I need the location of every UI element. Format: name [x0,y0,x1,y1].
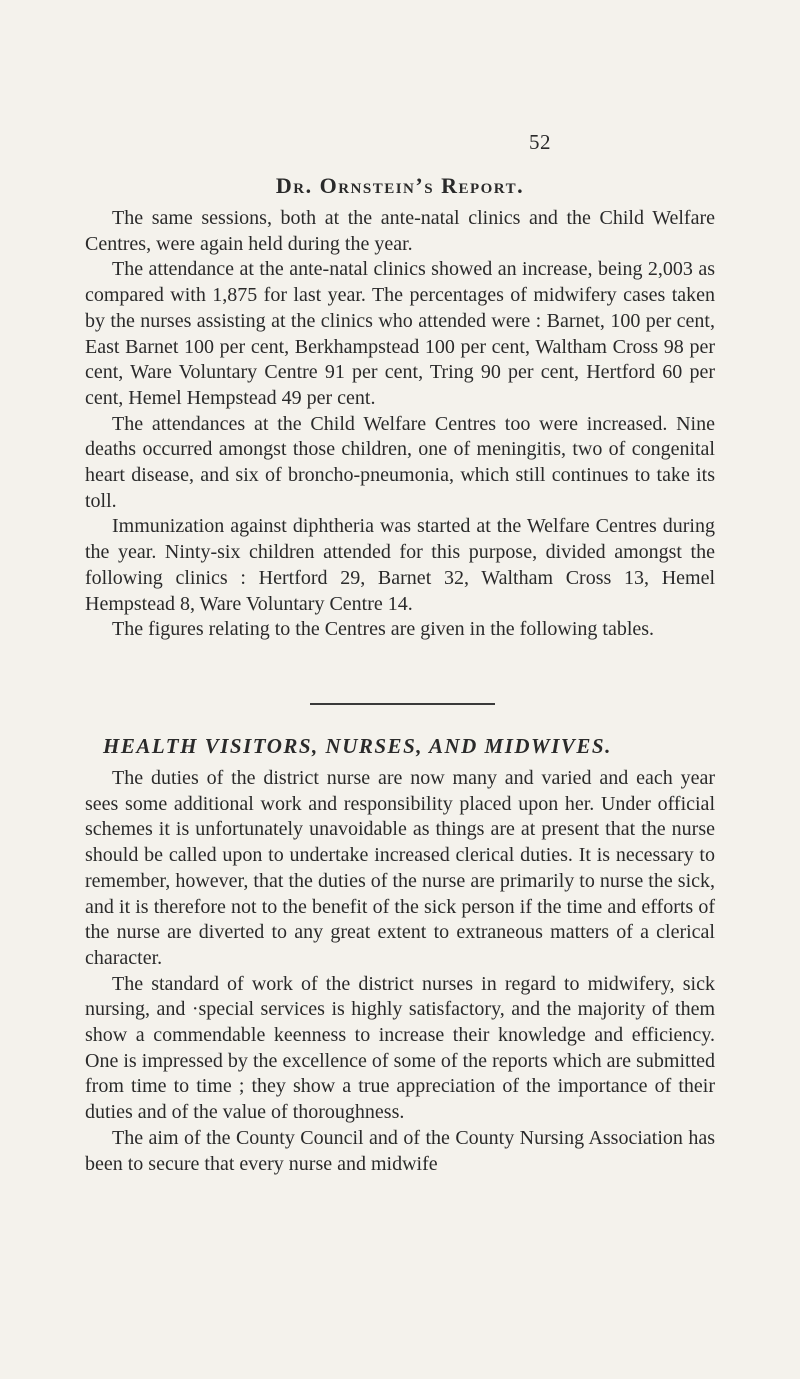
page-number: 52 [529,130,551,154]
paragraph: Immunization against diphtheria was started at the Welfare Centres during the year. Ninty-six children attended for this purpose, divided amongst the following clinics : Hertford 29, Barnet 32, Waltham Cross 13, Hemel Hempstead 8, Ware Voluntary Centre 14. [85,515,715,615]
paragraph: The aim of the County Council and of the County Nursing Association has been to secure that every nurse and midwife [85,1126,715,1175]
paragraph: The attendances at the Child Welfare Centres too were increased. Nine deaths occurred amongst those children, one of meningitis, two of congenital heart disease, and six of broncho-pneumonia, which still continues to take its toll. [85,412,715,512]
paragraph: The attendance at the ante-natal clinics showed an increase, being 2,003 as compared with 1,875 for last year. The percentages of midwifery cases taken by the nurses assisting at the clinics who attended were : Barnet, 100 per cent, East Barnet 100 per cent, Berkhampstead 100 per cent, Waltham Cross 98 per cent, Ware Voluntary Centre 91 per cent, Tring 90 per cent, Hertford 60 per cent, Hemel Hempstead 49 per cent. [85,258,715,409]
health-visitors-section [85,732,715,1177]
paragraph: The duties of the district nurse are now many and varied and each year sees some additional work and responsibility placed upon her. Under official schemes it is unfortunately unavoidable as things are at present that the nurse should be called upon to undertake increased clerical duties. It is necessary to remember, however, that the duties of the nurse are primarily to nurse the sick, and it is therefore not to the benefit of the sick person if the time and efforts of the nurse are diverted to any great extent to extraneous matters of a clerical character. [85,767,715,969]
section-heading: HEALTH VISITORS, NURSES, AND MIDWIVES. [103,734,612,758]
report-section [85,172,715,643]
paragraph: The same sessions, both at the ante-natal clinics and the Child Welfare Centres, were again held during the year. [85,207,715,255]
paragraph: The figures relating to the Centres are given in the following tables. [112,618,655,641]
paragraph: The standard of work of the district nurses in regard to midwifery, sick nursing, and ·special services is highly satisfactory, and the majority of them show a commendable keenness to increase their knowledge and efficiency. One is impressed by the excellence of some of the reports which are submitted from time to time ; they show a true appreciation of the importance of their duties and of the value of thoroughness. [85,972,715,1124]
report-title: Dr. Ornstein’s Report. [275,173,525,198]
section-divider [310,703,495,705]
